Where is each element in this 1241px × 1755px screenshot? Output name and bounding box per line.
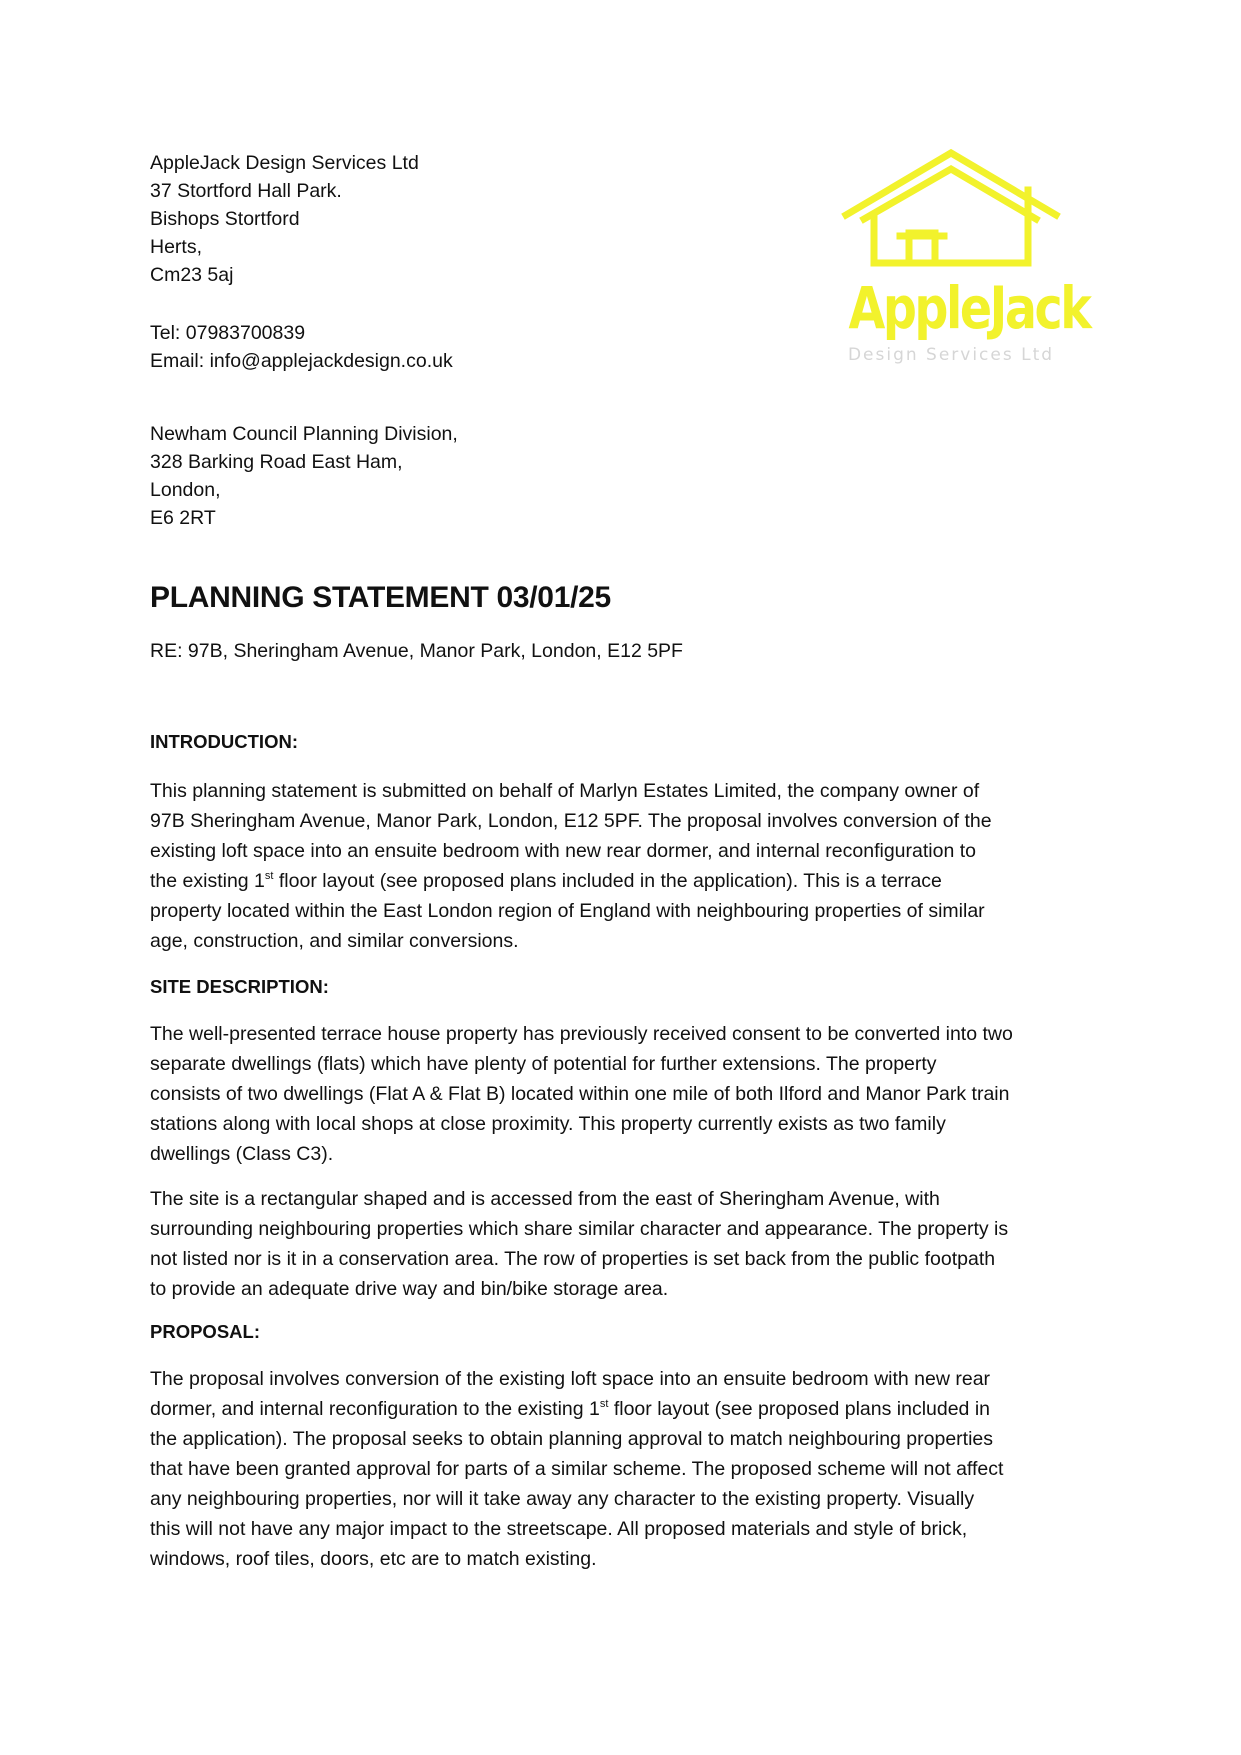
site-description-heading: SITE DESCRIPTION: xyxy=(150,976,329,997)
paragraph-line: not listed nor is it in a conservation area. The row of properties is set back from the public footpath xyxy=(150,1248,996,1270)
sender-address xyxy=(150,149,419,289)
paragraph-line: property located within the East London region of England with neighbouring properties of similar xyxy=(150,900,985,922)
paragraph-line: 97B Sheringham Avenue, Manor Park, London, E12 5PF. The proposal involves conversion of the xyxy=(150,810,992,832)
paragraph-line: to provide an adequate drive way and bin/bike storage area. xyxy=(150,1278,669,1300)
proposal-heading: PROPOSAL: xyxy=(150,1321,260,1342)
sender-county: Herts, xyxy=(150,236,203,258)
paragraph-line: This planning statement is submitted on behalf of Marlyn Estates Limited, the company owner of xyxy=(150,780,980,802)
recipient-line: 328 Barking Road East Ham, xyxy=(150,451,403,473)
paragraph-line: that have been granted approval for parts of a similar scheme. The proposed scheme will not affect xyxy=(150,1458,1004,1480)
recipient-line: London, xyxy=(150,479,221,501)
line-text: the existing 1 xyxy=(150,870,265,892)
paragraph-line: age, construction, and similar conversions. xyxy=(150,930,519,952)
paragraph-line: dwellings (Class C3). xyxy=(150,1143,334,1165)
sender-postcode: Cm23 5aj xyxy=(150,264,234,286)
proposal-paragraph xyxy=(150,1364,1095,1574)
paragraph-line: stations along with local shops at close proximity. This property currently exists as two family xyxy=(150,1113,946,1135)
line-text: floor layout (see proposed plans included in xyxy=(608,1398,990,1420)
paragraph-line: the application). The proposal seeks to obtain planning approval to match neighbouring properties xyxy=(150,1428,994,1450)
paragraph-line: separate dwellings (flats) which have plenty of potential for further extensions. The property xyxy=(150,1053,937,1075)
paragraph-line: The well-presented terrace house property has previously received consent to be converted into two xyxy=(150,1023,1013,1045)
sender-email: Email: info@applejackdesign.co.uk xyxy=(150,350,453,372)
document-title: PLANNING STATEMENT 03/01/25 xyxy=(150,581,611,614)
sender-company: AppleJack Design Services Ltd xyxy=(150,152,419,174)
introduction-paragraph xyxy=(150,776,1095,956)
ordinal-suffix: st xyxy=(599,1398,609,1410)
site-description-paragraph-2 xyxy=(150,1184,1095,1304)
sender-telephone: Tel: 07983700839 xyxy=(150,322,306,344)
paragraph-line: The site is a rectangular shaped and is accessed from the east of Sheringham Avenue, with xyxy=(150,1188,940,1210)
site-description-paragraph-1 xyxy=(150,1019,1095,1169)
sender-contact xyxy=(150,319,453,375)
sender-town: Bishops Stortford xyxy=(150,208,300,230)
paragraph-line: windows, roof tiles, doors, etc are to match existing. xyxy=(150,1548,597,1570)
ordinal-suffix: st xyxy=(264,870,274,882)
paragraph-line: surrounding neighbouring properties which share similar character and appearance. The property is xyxy=(150,1218,1009,1240)
paragraph-line xyxy=(150,1394,1095,1424)
paragraph-line: existing loft space into an ensuite bedroom with new rear dormer, and internal reconfiguration to xyxy=(150,840,976,862)
paragraph-line: The proposal involves conversion of the existing loft space into an ensuite bedroom with new rear xyxy=(150,1368,991,1390)
paragraph-line: consists of two dwellings (Flat A & Flat B) located within one mile of both Ilford and Manor Park train xyxy=(150,1083,1010,1105)
logo-wordmark: AppleJack xyxy=(848,274,1090,342)
recipient-address xyxy=(150,420,458,532)
paragraph-line xyxy=(150,866,1095,896)
logo-subtitle: Design Services Ltd xyxy=(847,345,1055,365)
line-text: dormer, and internal reconfiguration to the existing 1 xyxy=(150,1398,600,1420)
line-text: floor layout (see proposed plans included in the application). This is a terrace xyxy=(273,870,942,892)
paragraph-line: any neighbouring properties, nor will it take away any character to the existing property. Visually xyxy=(150,1488,975,1510)
recipient-line: E6 2RT xyxy=(150,507,216,529)
introduction-heading: INTRODUCTION: xyxy=(150,731,298,752)
recipient-line: Newham Council Planning Division, xyxy=(150,423,458,445)
paragraph-line: this will not have any major impact to the streetscape. All proposed materials and style of brick, xyxy=(150,1518,968,1540)
reference-line: RE: 97B, Sheringham Avenue, Manor Park, London, E12 5PF xyxy=(150,640,683,662)
sender-street: 37 Stortford Hall Park. xyxy=(150,180,342,202)
